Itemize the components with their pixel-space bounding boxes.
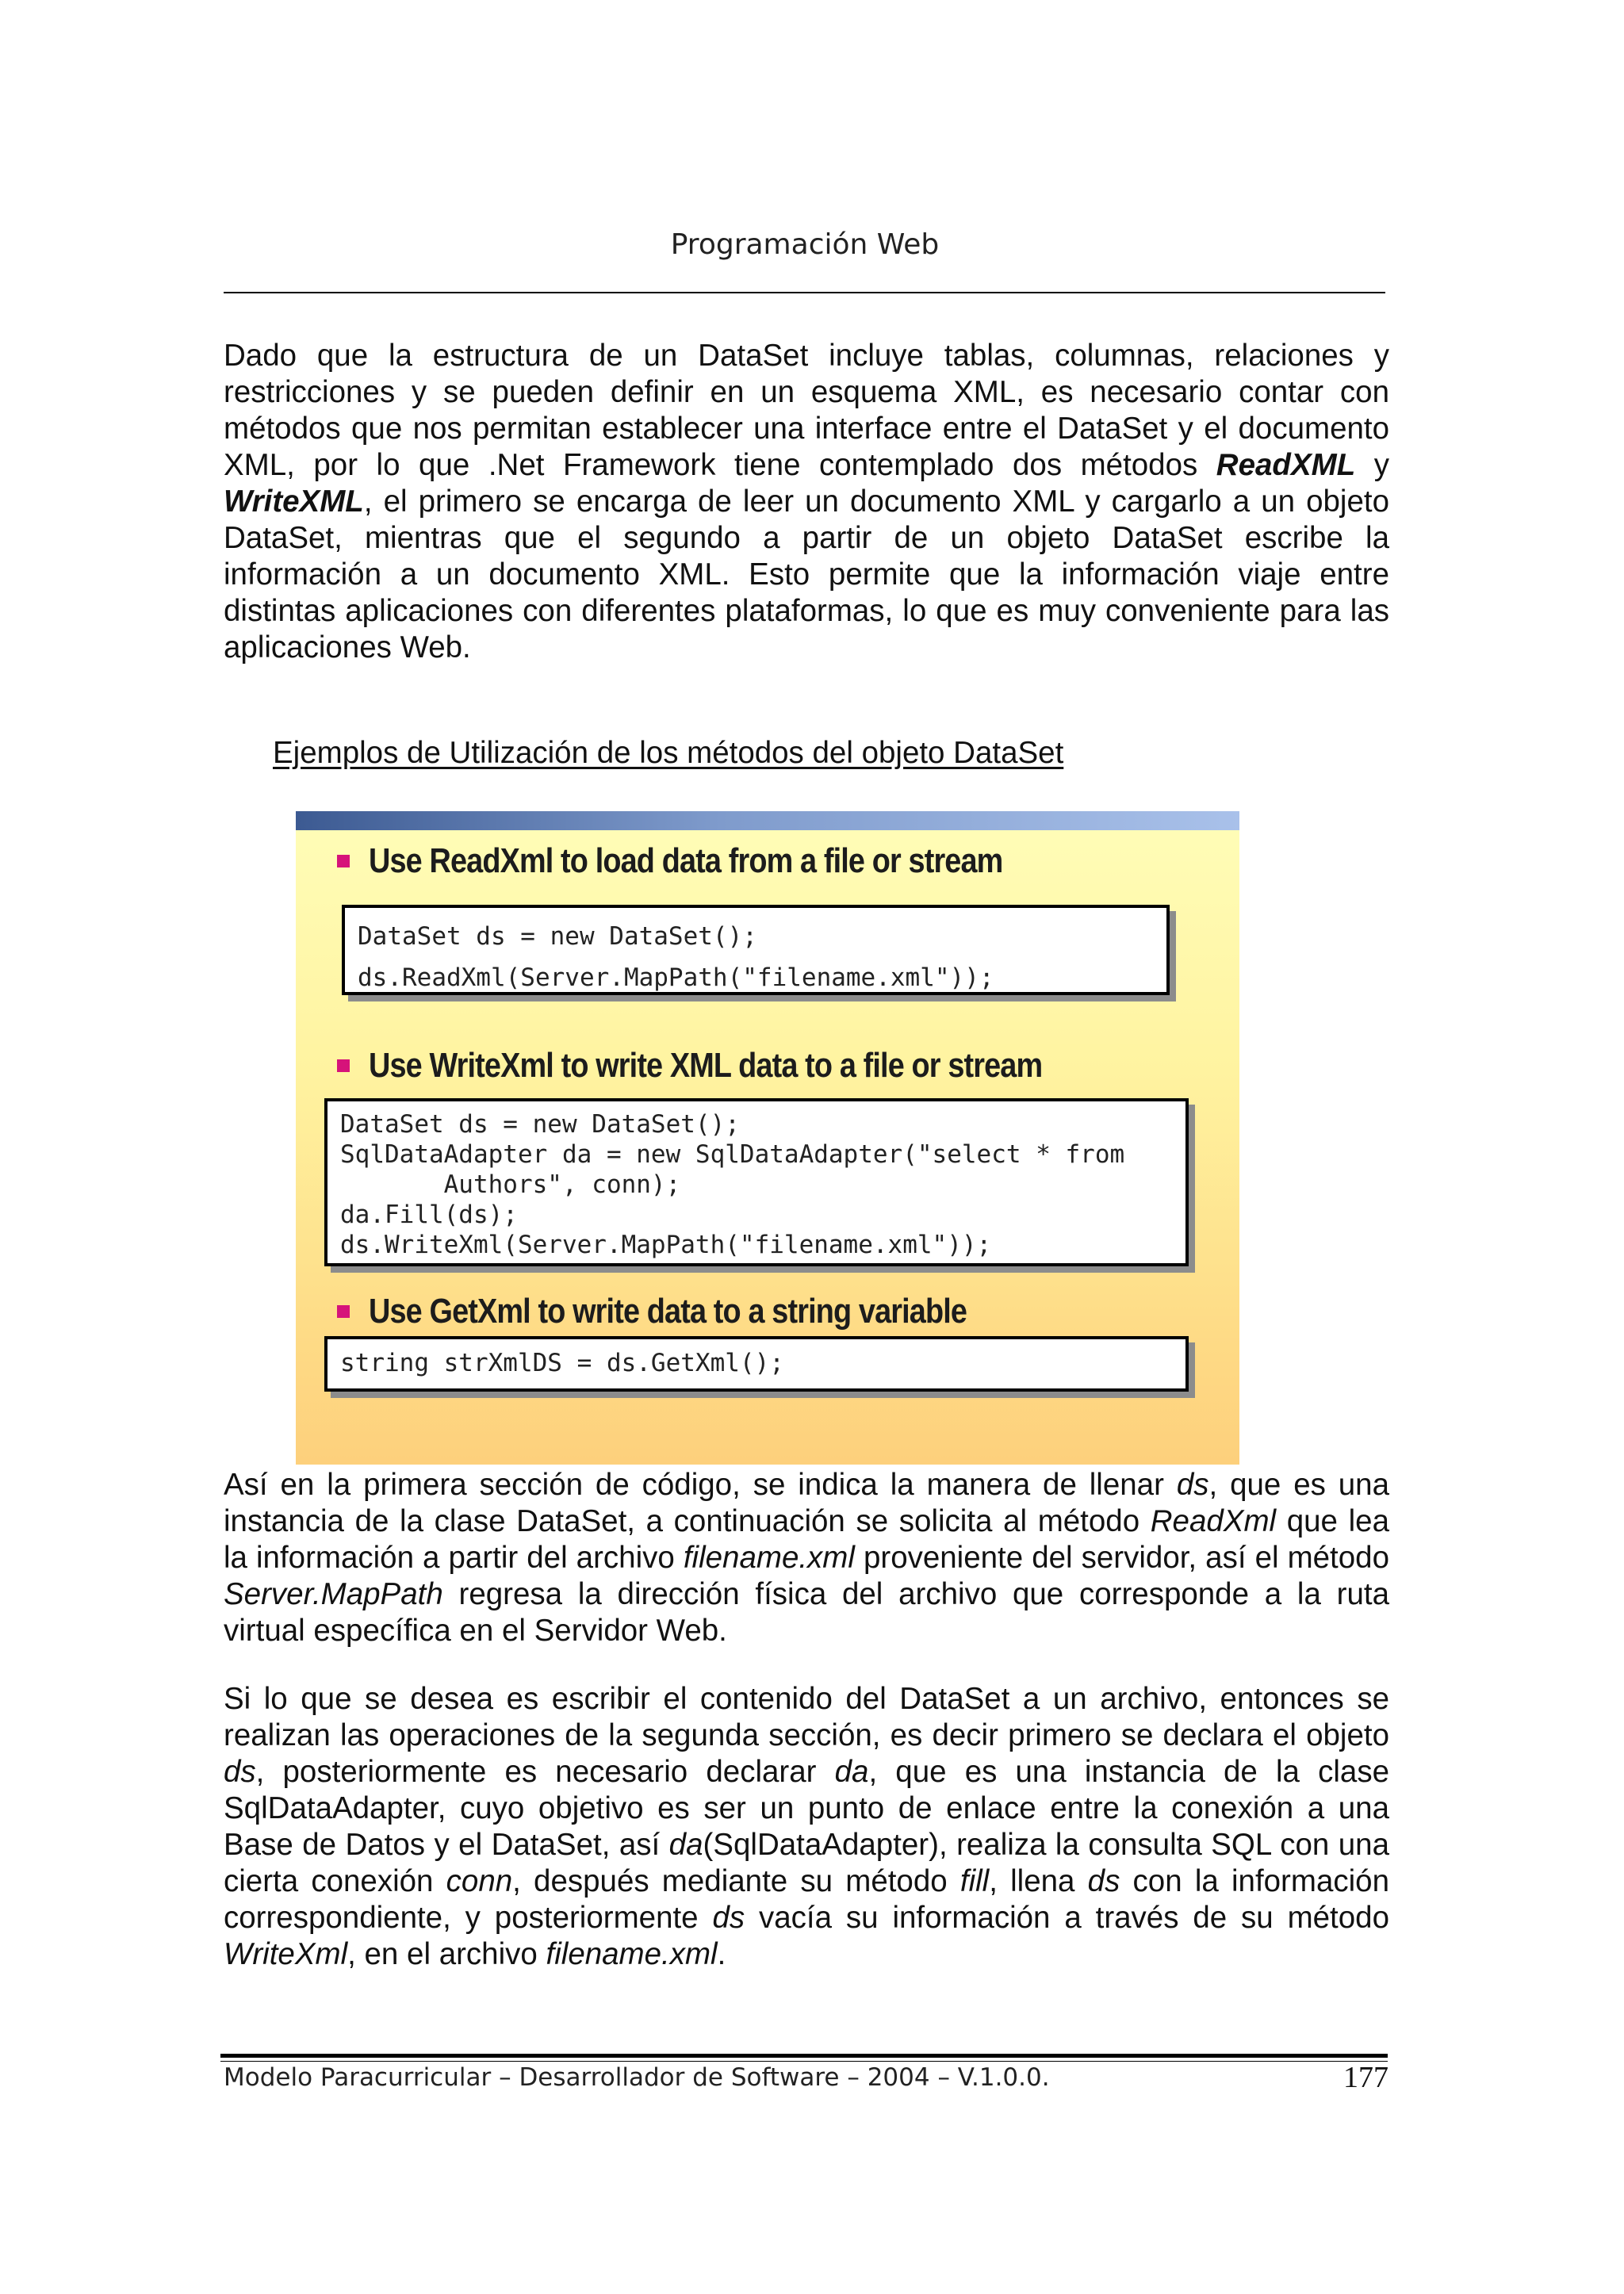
text-span: que lea la información a partir del archivo <box>224 1504 1389 1575</box>
code-line: ds.WriteXml(Server.MapPath("filename.xml")); <box>340 1231 992 1259</box>
header-divider <box>224 292 1385 293</box>
footer-divider-thin <box>220 2061 1388 2062</box>
text-span: . <box>717 1937 726 1971</box>
bullet-text: Use ReadXml to load data from a file or stream <box>369 841 1003 880</box>
text-span: regresa la dirección física del archivo que corresponde a la ruta virtual específica en el Servidor Web. <box>224 1577 1389 1648</box>
italic-term: da <box>668 1828 703 1862</box>
italic-term: ds <box>1087 1864 1120 1898</box>
code-line: ds.ReadXml(Server.MapPath("filename.xml")); <box>358 963 994 992</box>
text-span: Así en la primera sección de código, se indica la manera de llenar <box>224 1468 1177 1502</box>
text-span: Dado que la estructura de un DataSet incluye tablas, columnas, relaciones y restricciones y se pueden definir en un esquema XML, es necesario contar con métodos que nos permitan establecer una interface entre el DataSet y el documento XML, por lo que .Net Framework tiene contemplado dos métodos <box>224 339 1389 482</box>
text-span: , llena <box>989 1864 1088 1898</box>
explanation-paragraph-1 <box>224 1467 1389 1649</box>
intro-paragraph <box>224 338 1389 666</box>
text-span: Si lo que se desea es escribir el contenido del DataSet a un archivo, entonces se realizan las operaciones de la segunda sección, es decir primero se declara el objeto <box>224 1682 1389 1752</box>
bullet-text: Use WriteXml to write XML data to a file or stream <box>369 1046 1043 1085</box>
page-number: 177 <box>1343 2061 1388 2094</box>
readxml-term: ReadXML <box>1216 448 1356 482</box>
code-box-readxml <box>342 905 1170 995</box>
italic-term: filename.xml <box>683 1541 855 1575</box>
slide-bullet-readxml <box>337 841 1106 881</box>
slide-bullet-getxml <box>337 1292 1064 1331</box>
code-line: DataSet ds = new DataSet(); <box>340 1110 740 1139</box>
text-span: , el primero se encarga de leer un documento XML y cargarlo a un objeto DataSet, mientras que el segundo a partir de un objeto DataSet escribe la información a un documento XML. Esto permite que la información viaje entre distintas aplicaciones con diferentes plataformas, lo que es muy conveniente para las aplicaciones Web. <box>224 484 1389 664</box>
italic-term: ds <box>712 1901 745 1935</box>
text-span: (SqlDataAdapter), realiza la consulta SQL con una cierta conexión <box>224 1828 1389 1898</box>
italic-term: ds <box>1176 1468 1209 1502</box>
text-span: , posteriormente es necesario declarar <box>255 1755 835 1789</box>
footer-divider <box>220 2054 1388 2058</box>
text-span: , en el archivo <box>347 1937 546 1971</box>
footer-text: Modelo Paracurricular – Desarrollador de Software – 2004 – V.1.0.0. <box>224 2063 1050 2092</box>
italic-term: WriteXml <box>224 1937 348 1971</box>
bullet-text: Use GetXml to write data to a string variable <box>369 1292 967 1331</box>
section-title: Ejemplos de Utilización de los métodos del objeto DataSet <box>273 736 1064 770</box>
italic-term: Server.MapPath <box>224 1577 443 1611</box>
code-line: SqlDataAdapter da = new SqlDataAdapter("select * from <box>340 1140 1125 1169</box>
italic-term: fill <box>959 1864 990 1898</box>
italic-term: conn <box>446 1864 513 1898</box>
code-box-writexml <box>324 1098 1189 1266</box>
italic-term: da <box>834 1755 869 1789</box>
text-span: , que es una instancia de la clase SqlDataAdapter, cuyo objetivo es ser un punto de enlace entre la conexión a una Base de Datos y el DataSet, así <box>224 1755 1389 1862</box>
explanation-paragraph-2 <box>224 1681 1389 1973</box>
slide-top-bar <box>296 811 1239 830</box>
bullet-square-icon <box>337 1059 350 1072</box>
text-span: , que es una instancia de la clase DataSet, a continuación se solicita al método <box>224 1468 1389 1538</box>
text-span: y <box>1355 448 1389 482</box>
italic-term: ReadXml <box>1150 1504 1277 1538</box>
code-line: DataSet ds = new DataSet(); <box>358 922 757 951</box>
text-span: con la información correspondiente, y posteriormente <box>224 1864 1389 1935</box>
code-box-getxml <box>324 1336 1189 1392</box>
bullet-square-icon <box>337 855 350 867</box>
italic-term: filename.xml <box>546 1937 718 1971</box>
dataset-methods-slide <box>296 811 1239 1465</box>
writexml-term: WriteXML <box>224 484 364 519</box>
text-span: vacía su información a través de su método <box>745 1901 1389 1935</box>
text-span: , después mediante su método <box>512 1864 960 1898</box>
code-line: string strXmlDS = ds.GetXml(); <box>340 1349 784 1377</box>
italic-term: ds <box>224 1755 256 1789</box>
page-header-title: Programación Web <box>670 228 940 261</box>
bullet-square-icon <box>337 1305 350 1318</box>
slide-bullet-writexml <box>337 1046 1152 1086</box>
code-line: da.Fill(ds); <box>340 1201 518 1229</box>
code-line: Authors", conn); <box>340 1170 681 1199</box>
text-span: proveniente del servidor, así el método <box>854 1541 1389 1575</box>
